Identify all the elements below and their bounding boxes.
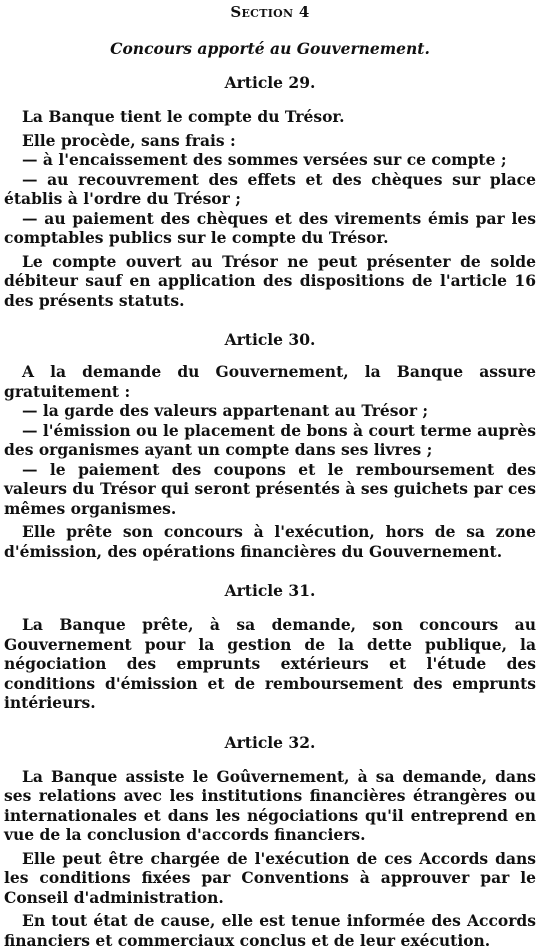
article-32-paragraph-3: En tout état de cause, elle est tenue informée des Accords financiers et commerciaux conclus et de leur exécution. xyxy=(4,911,536,950)
article-29-item-1: — à l'encaissement des sommes versées sur ce compte ; xyxy=(22,150,507,169)
section-subtitle: Concours apporté au Gouvernement. xyxy=(110,39,430,58)
article-29-title: Article 29. xyxy=(224,73,316,92)
section-title: Section 4 xyxy=(230,3,310,21)
document-page xyxy=(0,3,544,950)
article-32-paragraph-2: Elle peut être chargée de l'exécution de ces Accords dans les conditions fixées par Conventions à approuver par le Conseil d'administration. xyxy=(4,848,536,907)
article-29-item-2: — au recouvrement des effets et des chèques sur place établis à l'ordre du Trésor ; xyxy=(4,169,536,208)
article-30-paragraph-1: A la demande du Gouvernement, la Banque assure gratuitement : xyxy=(4,362,536,401)
article-30-item-3: — le paiement des coupons et le remboursement des valeurs du Trésor qui seront présentés à ses guichets par ces mêmes organismes. xyxy=(4,459,536,518)
article-30-title: Article 30. xyxy=(224,330,316,349)
article-31-paragraph-1: La Banque prête, à sa demande, son concours au Gouvernement pour la gestion de la dette publique, la négociation des emprunts extérieurs et l'étude des conditions d'émission et de remboursement des emprunts intérieurs. xyxy=(4,615,536,712)
article-30-item-2: — l'émission ou le placement de bons à court terme auprès des organismes ayant un compte dans ses livres ; xyxy=(4,420,536,459)
article-32-title: Article 32. xyxy=(224,732,316,752)
article-29-paragraph-2: Elle procède, sans frais : xyxy=(22,130,236,150)
article-32-paragraph-1: La Banque assiste le Goûvernement, à sa demande, dans ses relations avec les institutions financières étrangères ou internationales et dans les négociations qu'il entreprend en vue de la conclusion d'accords financiers. xyxy=(4,766,536,844)
article-30-paragraph-2: Elle prête son concours à l'exécution, hors de sa zone d'émission, des opérations financières du Gouvernement. xyxy=(4,522,536,561)
article-29-item-3: — au paiement des chèques et des virements émis par les comptables publics sur le compte du Trésor. xyxy=(4,208,536,247)
article-29-paragraph-1: La Banque tient le compte du Trésor. xyxy=(22,107,345,126)
article-29-paragraph-3: Le compte ouvert au Trésor ne peut présenter de solde débiteur sauf en application des dispositions de l'article 16 des présents statuts. xyxy=(4,251,536,310)
article-30-item-1: — la garde des valeurs appartenant au Trésor ; xyxy=(22,401,429,420)
article-31-title: Article 31. xyxy=(224,581,316,600)
